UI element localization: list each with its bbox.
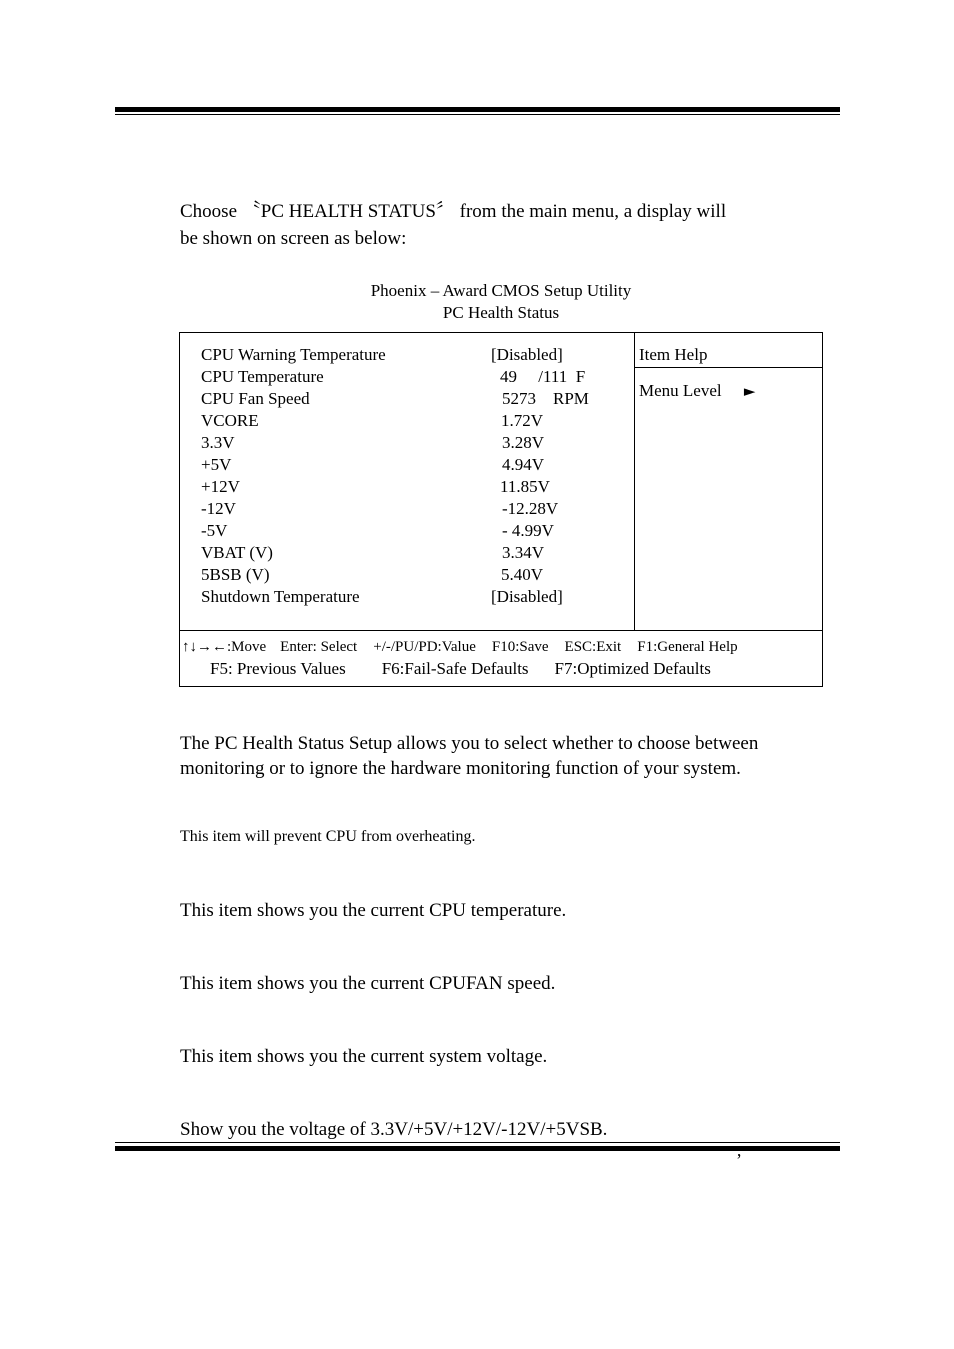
bios-row-vbat <box>201 542 621 564</box>
bios-caption-subtitle: PC Health Status <box>442 303 560 322</box>
bios-row-value: 11.85V <box>500 477 550 496</box>
bios-row-value: 3.28V <box>502 433 545 452</box>
key-hint-save: F10:Save <box>491 639 549 655</box>
intro-line-1: Choose 〝PC HEALTH STATUS〞 from the main menu, a display will <box>180 201 727 222</box>
item-description-warning: This item will prevent CPU from overheating. <box>180 828 476 845</box>
bios-row-value: 5273 RPM <box>502 389 589 408</box>
bios-row-label: -12V <box>201 499 236 518</box>
key-hint-help: F1:General Help <box>637 639 738 655</box>
footer-mark: ’ <box>736 1150 742 1170</box>
bios-row-plus-5v <box>201 454 621 476</box>
menu-level <box>639 380 755 402</box>
item-description-voltages: Show you the voltage of 3.3V/+5V/+12V/-12V/+5VSB. <box>180 1119 608 1140</box>
bios-row-3-3v <box>201 432 621 454</box>
bios-row-value: 5.40V <box>501 565 544 584</box>
body-paragraph-line-2: monitoring or to ignore the hardware monitoring function of your system. <box>180 758 741 779</box>
help-title-divider <box>635 367 822 368</box>
bios-row-minus-5v <box>201 520 621 542</box>
bios-fkey-hints <box>210 658 711 680</box>
item-help-title: Item Help <box>639 345 708 364</box>
header-rule-thin <box>115 114 840 115</box>
body-paragraph-line-1: The PC Health Status Setup allows you to select whether to choose between <box>180 733 759 754</box>
bios-row-value: 3.34V <box>502 543 545 562</box>
bios-row-label: CPU Warning Temperature <box>201 345 386 364</box>
bios-row-value: 1.72V <box>501 411 544 430</box>
bios-row-cpu-temperature <box>201 366 621 388</box>
item-description-vcore: This item shows you the current system voltage. <box>180 1046 548 1067</box>
bios-row-value[interactable]: [Disabled] <box>491 587 563 606</box>
bios-row-label: +12V <box>201 477 240 496</box>
bios-row-minus-12v <box>201 498 621 520</box>
bios-row-vcore <box>201 410 621 432</box>
bios-row-label: Shutdown Temperature <box>201 587 360 606</box>
bios-row-value: - 4.99V <box>502 521 554 540</box>
footer-rule-thick <box>115 1146 840 1151</box>
key-hint-fail-safe: F6:Fail-Safe Defaults <box>381 659 529 678</box>
bios-row-cpu-warning-temperature[interactable] <box>201 344 621 366</box>
bios-caption-title: Phoenix – Award CMOS Setup Utility <box>370 281 632 300</box>
bios-settings-list <box>201 344 621 608</box>
bios-row-label: 5BSB (V) <box>201 565 270 584</box>
bios-row-label: CPU Fan Speed <box>201 389 310 408</box>
bios-row-label: VBAT (V) <box>201 543 273 562</box>
key-hint-optimized: F7:Optimized Defaults <box>554 659 711 678</box>
menu-level-label: Menu Level <box>639 381 722 400</box>
intro-line-2: be shown on screen as below: <box>180 228 407 249</box>
bios-row-plus-12v <box>201 476 621 498</box>
bios-row-value: 4.94V <box>502 455 545 474</box>
bios-row-value: 49 /111 F <box>500 367 586 386</box>
help-column-divider <box>634 333 635 630</box>
key-hint-select: Enter: Select <box>280 639 358 655</box>
key-hint-exit: ESC:Exit <box>564 639 622 655</box>
bios-row-label: 3.3V <box>201 433 235 452</box>
bios-row-value: -12.28V <box>502 499 559 518</box>
bios-row-5bsb <box>201 564 621 586</box>
triangle-right-icon: ► <box>743 382 756 400</box>
key-hint-previous-values: F5: Previous Values <box>210 659 346 678</box>
bios-row-cpu-fan-speed <box>201 388 621 410</box>
key-hint-move: ↑↓→←:Move <box>182 639 267 655</box>
item-description-fan: This item shows you the current CPUFAN speed. <box>180 973 556 994</box>
bios-row-shutdown-temperature[interactable] <box>201 586 621 608</box>
key-hint-value: +/-/PU/PD:Value <box>373 639 476 655</box>
bios-key-hints <box>182 637 738 657</box>
bios-row-value[interactable]: [Disabled] <box>491 345 563 364</box>
footer-divider <box>180 630 822 631</box>
bios-row-label: +5V <box>201 455 232 474</box>
bios-row-label: CPU Temperature <box>201 367 324 386</box>
footer-rule-thin <box>115 1142 840 1143</box>
header-rule-thick <box>115 107 840 112</box>
bios-row-label: VCORE <box>201 411 259 430</box>
bios-row-label: -5V <box>201 521 228 540</box>
item-description-temperature: This item shows you the current CPU temperature. <box>180 900 567 921</box>
